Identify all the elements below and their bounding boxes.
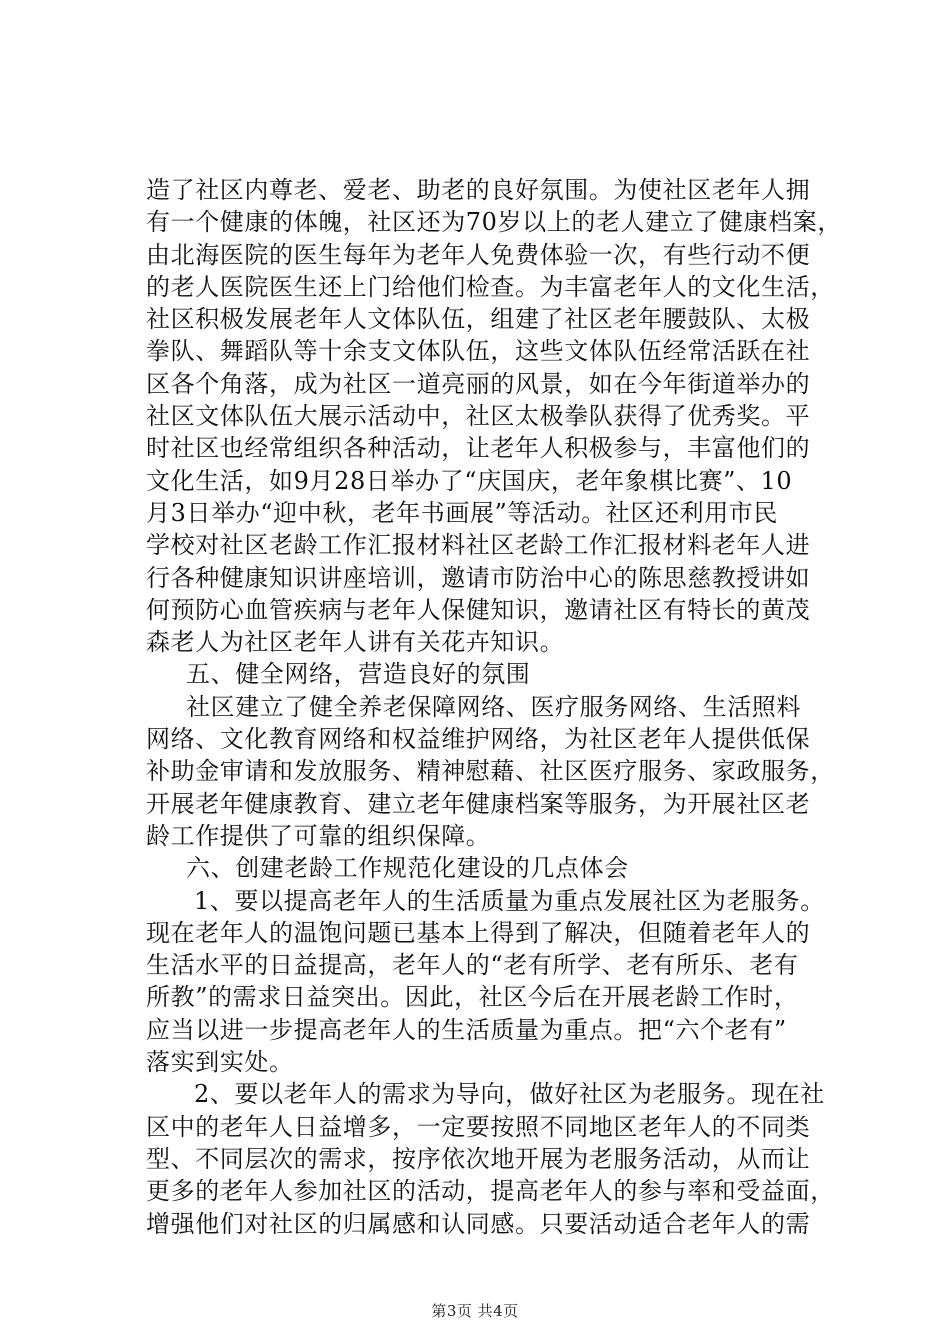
text-line: 造了社区内尊老、爱老、助老的良好氛围。为使社区老年人拥 — [146, 176, 811, 204]
text-line: 行各种健康知识讲座培训，邀请市防治中心的陈思慈教授讲如 — [146, 563, 811, 592]
text-line: 网络、文化教育网络和权益维护网络，为社区老年人提供低保 — [146, 725, 811, 754]
text-line: 何预防心血管疾病与老年人保健知识，邀请社区有特长的黄茂 — [146, 595, 811, 624]
text-line: 补助金审请和发放服务、精神慰藉、社区医疗服务、家政服务， — [146, 757, 835, 786]
text-line: 拳队、舞蹈队等十余支文体队伍，这些文体队伍经常活跃在社 — [146, 337, 811, 366]
text-line: 开展老年健康教育、建立老年健康档案等服务，为开展社区老 — [146, 789, 811, 818]
text-line: 森老人为社区老年人讲有关花卉知识。 — [146, 628, 565, 657]
text-line: 社区文体队伍大展示活动中，社区太极拳队获得了优秀奖。平 — [146, 402, 811, 431]
text-line: 型、不同层次的需求，按序依次地开展为老服务活动，从而让 — [146, 1144, 811, 1173]
paragraph-start: 1、要以提高老年人的生活质量为重点发展社区为老服务。 — [194, 886, 825, 915]
document-body — [146, 174, 842, 1240]
text-line: 增强他们对社区的归属感和认同感。只要活动适合老年人的需 — [146, 1209, 811, 1238]
text-line: 所教”的需求日益突出。因此，社区今后在开展老龄工作时， — [146, 983, 799, 1012]
text-line: 学校对社区老龄工作汇报材料社区老龄工作汇报材料老年人进 — [146, 531, 811, 560]
text-line: 应当以进一步提高老年人的生活质量为重点。把“六个老有” — [146, 1015, 787, 1044]
paragraph-start: 2、要以老年人的需求为导向，做好社区为老服务。现在社 — [194, 1080, 825, 1109]
text-line: 落实到实处。 — [146, 1048, 294, 1077]
paragraph-start: 社区建立了健全养老保障网络、医疗服务网络、生活照料 — [186, 692, 801, 721]
page-footer — [0, 1300, 950, 1321]
section-heading: 五、健全网络，营造良好的氛围 — [186, 660, 531, 689]
page-number: 第3页 共4页 — [431, 1302, 519, 1320]
text-line: 区各个角落，成为社区一道亮丽的风景，如在今年街道举办的 — [146, 369, 811, 398]
text-line: 更多的老年人参加社区的活动，提高老年人的参与率和受益面， — [146, 1177, 835, 1206]
text-line: 区中的老年人日益增多，一定要按照不同地区老年人的不同类 — [146, 1112, 811, 1141]
text-line: 社区积极发展老年人文体队伍，组建了社区老年腰鼓队、太极 — [146, 305, 811, 334]
text-line: 现在老年人的温饱问题已基本上得到了解决，但随着老年人的 — [146, 918, 811, 947]
text-line: 文化生活，如9月28日举办了“庆国庆，老年象棋比赛”、10 — [146, 466, 793, 495]
text-line: 生活水平的日益提高，老年人的“老有所学、老有所乐、老有 — [146, 951, 799, 980]
text-line: 的老人医院医生还上门给他们检查。为丰富老年人的文化生活， — [146, 272, 835, 301]
text-line: 月3日举办“迎中秋，老年书画展”等活动。社区还利用市民 — [146, 498, 779, 527]
text-line: 有一个健康的体魄，社区还为70岁以上的老人建立了健康档案， — [146, 208, 842, 237]
section-heading: 六、创建老龄工作规范化建设的几点体会 — [186, 854, 629, 883]
text-line: 时社区也经常组织各种活动，让老年人积极参与，丰富他们的 — [146, 434, 811, 463]
text-line: 由北海医院的医生每年为老年人免费体验一次，有些行动不便 — [146, 240, 811, 269]
text-line: 龄工作提供了可靠的组织保障。 — [146, 821, 491, 850]
